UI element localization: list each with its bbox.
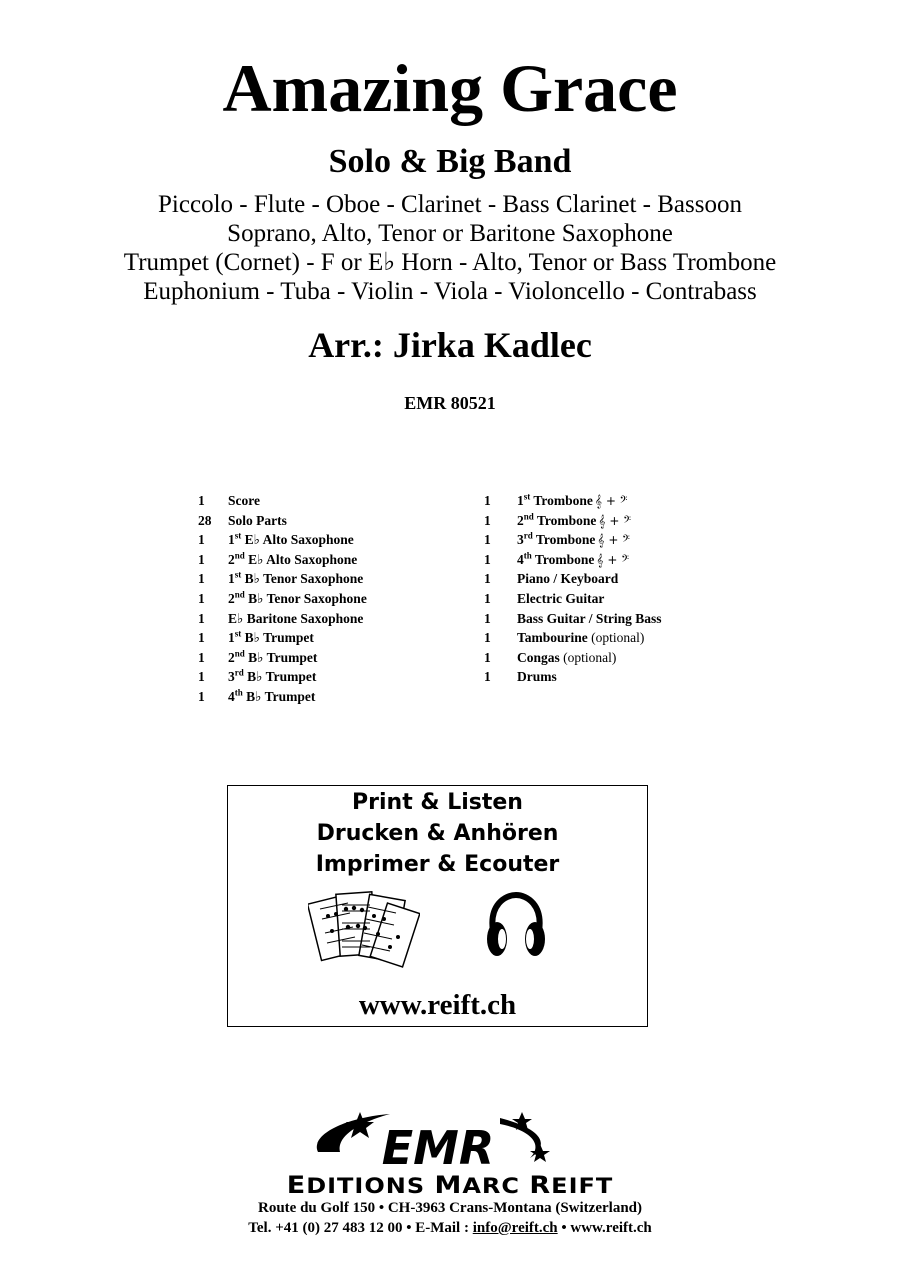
part-label: E♭ Alto Saxophone xyxy=(244,532,354,548)
part-quantity: 1 xyxy=(198,571,205,587)
clef-icons: 𝄞 + 𝄢 xyxy=(594,494,628,508)
part-row xyxy=(198,687,478,707)
publisher-name xyxy=(0,1171,900,1200)
part-row xyxy=(484,550,784,570)
promo-website[interactable]: www.reift.ch xyxy=(358,989,517,1021)
part-name xyxy=(228,667,316,687)
part-ordinal: st xyxy=(523,491,531,502)
part-row xyxy=(198,589,478,609)
part-row xyxy=(198,530,478,550)
part-name xyxy=(517,628,644,648)
publisher-word: DITIONS xyxy=(306,1173,435,1199)
part-name xyxy=(517,667,557,687)
part-name xyxy=(228,687,315,707)
catalog-number: EMR 80521 xyxy=(404,393,496,413)
part-quantity: 1 xyxy=(198,532,205,548)
part-name xyxy=(228,648,317,668)
part-row xyxy=(198,667,478,687)
part-name xyxy=(517,609,662,629)
part-quantity: 1 xyxy=(198,688,205,704)
part-row xyxy=(198,628,478,648)
publisher-initial: E xyxy=(286,1171,307,1200)
part-name xyxy=(517,550,629,571)
part-name xyxy=(228,511,287,531)
part-label: Bass Guitar / String Bass xyxy=(517,610,662,626)
part-number: 4 xyxy=(517,551,524,567)
part-number: 2 xyxy=(228,649,235,665)
emr-logo xyxy=(300,1108,564,1176)
instrumentation-line: Trumpet (Cornet) - F or E♭ Horn - Alto, Tenor or Bass Trombone xyxy=(123,249,777,276)
clef-icons: 𝄞 + 𝄢 xyxy=(596,552,629,567)
part-ordinal: st xyxy=(234,530,242,541)
part-label: Trombone xyxy=(536,512,597,528)
part-row xyxy=(198,550,478,570)
part-quantity: 1 xyxy=(198,610,205,626)
part-row xyxy=(484,530,784,550)
part-label: E♭ Alto Saxophone xyxy=(248,551,358,567)
part-number: 3 xyxy=(228,669,235,685)
part-ordinal: st xyxy=(234,628,242,639)
instrumentation xyxy=(0,190,900,306)
part-label: Piano / Keyboard xyxy=(517,571,619,587)
clef-icons: 𝄞 + 𝄢 xyxy=(598,513,631,528)
part-quantity: 28 xyxy=(198,512,212,528)
part-row xyxy=(484,628,784,648)
email-link[interactable]: info@reift.ch xyxy=(472,1220,558,1236)
part-quantity: 1 xyxy=(484,630,491,646)
part-name xyxy=(228,550,357,570)
promo-line-german: Drucken & Anhören xyxy=(316,821,559,846)
publisher-initial: R xyxy=(529,1171,552,1200)
part-name xyxy=(228,589,367,609)
part-number: 1 xyxy=(228,630,235,646)
part-optional-note: (optional) xyxy=(591,630,645,646)
instrumentation-line: Soprano, Alto, Tenor or Baritone Saxophone xyxy=(227,220,673,247)
part-label: B♭ Trumpet xyxy=(244,630,314,646)
phone-text: Tel. +41 (0) 27 483 12 00 • E-Mail : xyxy=(248,1220,473,1236)
part-label: Trombone xyxy=(535,532,596,548)
instrumentation-line: Piccolo - Flute - Oboe - Clarinet - Bass Clarinet - Bassoon xyxy=(158,191,742,218)
part-row xyxy=(484,589,784,609)
part-ordinal: st xyxy=(234,569,242,580)
subtitle: Solo & Big Band xyxy=(328,143,572,180)
arranger: Arr.: Jirka Kadlec xyxy=(308,325,592,365)
part-label: Score xyxy=(228,493,260,508)
part-ordinal: th xyxy=(234,687,243,698)
part-label: B♭ Trumpet xyxy=(247,669,317,685)
promo-line-english: Print & Listen xyxy=(352,790,523,815)
part-number: 2 xyxy=(228,551,235,567)
part-name xyxy=(517,491,627,512)
page-title: Amazing Grace xyxy=(222,50,678,126)
publisher-word: ARC xyxy=(462,1173,530,1199)
logo-text: EMR xyxy=(381,1121,495,1175)
part-row xyxy=(484,569,784,589)
part-label: B♭ Tenor Saxophone xyxy=(244,571,364,587)
part-quantity: 1 xyxy=(484,512,491,528)
part-ordinal: nd xyxy=(234,589,245,600)
part-row xyxy=(198,491,478,511)
part-label: B♭ Trumpet xyxy=(248,649,318,665)
part-label: B♭ Trumpet xyxy=(246,688,316,704)
part-quantity: 1 xyxy=(484,551,491,567)
part-quantity: 1 xyxy=(484,571,491,587)
part-row xyxy=(198,511,478,531)
part-name xyxy=(517,530,630,551)
part-label: Drums xyxy=(517,669,557,685)
part-row xyxy=(198,609,478,629)
part-number: 2 xyxy=(228,590,235,606)
part-quantity: 1 xyxy=(198,630,205,646)
part-quantity: 1 xyxy=(198,590,205,606)
part-quantity: 1 xyxy=(198,551,205,567)
part-label: Tambourine xyxy=(517,630,588,646)
part-name xyxy=(228,628,314,648)
part-label: E♭ Baritone Saxophone xyxy=(228,610,364,626)
publisher-word: EIFT xyxy=(551,1173,614,1199)
part-name xyxy=(517,589,604,609)
part-name xyxy=(517,648,616,668)
part-label: B♭ Tenor Saxophone xyxy=(248,590,367,606)
part-ordinal: nd xyxy=(234,648,245,659)
part-name xyxy=(228,530,354,550)
part-name xyxy=(228,569,363,589)
part-number: 1 xyxy=(228,571,235,587)
part-label: Congas xyxy=(517,649,560,665)
part-label: Electric Guitar xyxy=(517,590,605,606)
part-quantity: 1 xyxy=(484,590,491,606)
part-label: Solo Parts xyxy=(228,512,287,528)
part-number: 1 xyxy=(228,532,235,548)
print-listen-box xyxy=(227,785,648,1027)
part-name xyxy=(517,569,618,589)
part-row xyxy=(198,648,478,668)
part-number: 4 xyxy=(228,688,235,704)
part-label: Trombone xyxy=(534,551,595,567)
part-row xyxy=(484,667,784,687)
publisher-initial: M xyxy=(434,1171,463,1200)
part-row xyxy=(484,648,784,668)
part-quantity: 1 xyxy=(198,649,205,665)
part-number: 3 xyxy=(517,532,524,548)
part-quantity: 1 xyxy=(198,669,205,685)
part-name xyxy=(517,511,631,532)
part-row xyxy=(198,569,478,589)
part-number: 1 xyxy=(517,493,524,508)
part-ordinal: nd xyxy=(234,550,245,561)
part-ordinal: rd xyxy=(523,530,533,541)
part-optional-note: (optional) xyxy=(563,649,617,665)
part-row xyxy=(484,609,784,629)
part-ordinal: nd xyxy=(523,511,534,522)
part-name xyxy=(228,491,260,511)
part-name xyxy=(228,609,363,629)
part-quantity: 1 xyxy=(484,669,491,685)
part-row xyxy=(484,491,784,511)
headphones-icon xyxy=(485,891,547,961)
part-quantity: 1 xyxy=(484,649,491,665)
part-ordinal: rd xyxy=(234,667,244,678)
part-label: Trombone xyxy=(533,493,593,508)
sheet-music-icon xyxy=(308,889,420,971)
website-text[interactable]: • www.reift.ch xyxy=(557,1220,652,1236)
part-quantity: 1 xyxy=(198,493,205,508)
promo-line-french: Imprimer & Ecouter xyxy=(315,852,560,877)
part-number: 2 xyxy=(517,512,524,528)
part-quantity: 1 xyxy=(484,610,491,626)
part-quantity: 1 xyxy=(484,532,491,548)
part-quantity: 1 xyxy=(484,493,491,508)
publisher-address: Route du Golf 150 • CH-3963 Crans-Montana (Switzerland) xyxy=(258,1200,642,1216)
publisher-contact xyxy=(0,1218,900,1238)
clef-icons: 𝄞 + 𝄢 xyxy=(597,533,630,548)
parts-list-right xyxy=(484,491,784,687)
part-row xyxy=(484,511,784,531)
parts-list-left xyxy=(198,491,478,707)
part-ordinal: th xyxy=(523,550,532,561)
instrumentation-line: Euphonium - Tuba - Violin - Viola - Violoncello - Contrabass xyxy=(143,278,757,305)
